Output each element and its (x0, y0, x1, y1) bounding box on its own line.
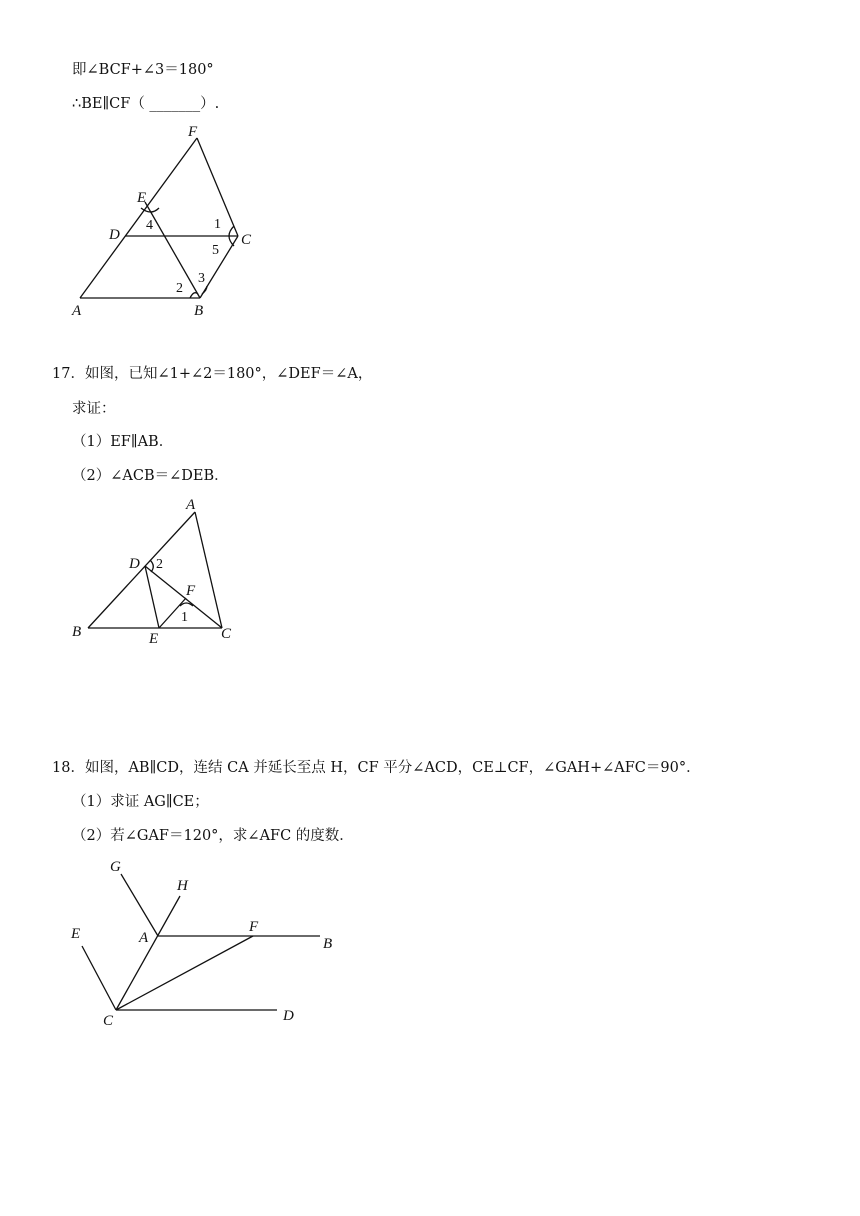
angle-label-3: 3 (198, 271, 205, 286)
point-F: F (249, 919, 259, 935)
angle-label-2: 2 (176, 281, 183, 296)
point-C: C (221, 626, 232, 642)
point-B: B (72, 624, 82, 640)
q18-part-2: （2）若∠GAF＝120°，求∠AFC 的度数． (72, 828, 354, 844)
point-C: C (241, 232, 252, 248)
point-F: F (186, 583, 196, 599)
angle-label-2: 2 (156, 557, 163, 572)
angle-label-4: 4 (146, 218, 153, 233)
q17-part-2: （2）∠ACB＝∠DEB． (72, 468, 229, 484)
line-CB (200, 236, 238, 298)
point-A: A (72, 303, 82, 319)
point-F: F (188, 124, 198, 140)
line-BA (88, 512, 195, 628)
angle-label-1: 1 (181, 610, 188, 625)
q17-prove: 求证： (72, 401, 116, 417)
point-D: D (283, 1008, 294, 1024)
line-AG (121, 874, 158, 936)
point-B: B (194, 303, 204, 319)
q16-line-1: 即∠BCF+∠3＝180° (72, 62, 214, 78)
line-EB (145, 202, 200, 298)
point-E: E (71, 926, 81, 942)
point-E: E (137, 190, 147, 206)
point-D: D (129, 556, 140, 572)
q18-part-1: （1）求证 AG∥CE； (72, 794, 209, 810)
point-D: D (109, 227, 120, 243)
point-C: C (103, 1013, 114, 1029)
point-H: H (177, 878, 188, 894)
q17-part-1: （1）EF∥AB． (72, 434, 174, 450)
angle-label-1: 1 (214, 217, 221, 232)
angle-label-5: 5 (212, 243, 219, 258)
line-AC (195, 512, 222, 628)
q16-figure (0, 122, 300, 322)
point-A: A (139, 930, 149, 946)
q16-line-2: ∴BE∥CF（ _______）. (72, 96, 220, 112)
arc-2 (190, 293, 198, 298)
q18-figure (0, 852, 360, 1032)
q18-stem: 18．如图，AB∥CD，连结 CA 并延长至点 H，CF 平分∠ACD，CE⊥CF，∠GAH+∠AFC＝90°． (52, 760, 701, 776)
q17-stem: 17．如图，已知∠1+∠2＝180°，∠DEF＝∠A， (52, 366, 373, 382)
point-E: E (149, 631, 159, 647)
point-B: B (323, 936, 333, 952)
point-G: G (110, 859, 121, 875)
line-CE (82, 946, 116, 1010)
point-A: A (186, 497, 196, 513)
q17-figure (0, 492, 300, 652)
line-AF (80, 138, 197, 298)
